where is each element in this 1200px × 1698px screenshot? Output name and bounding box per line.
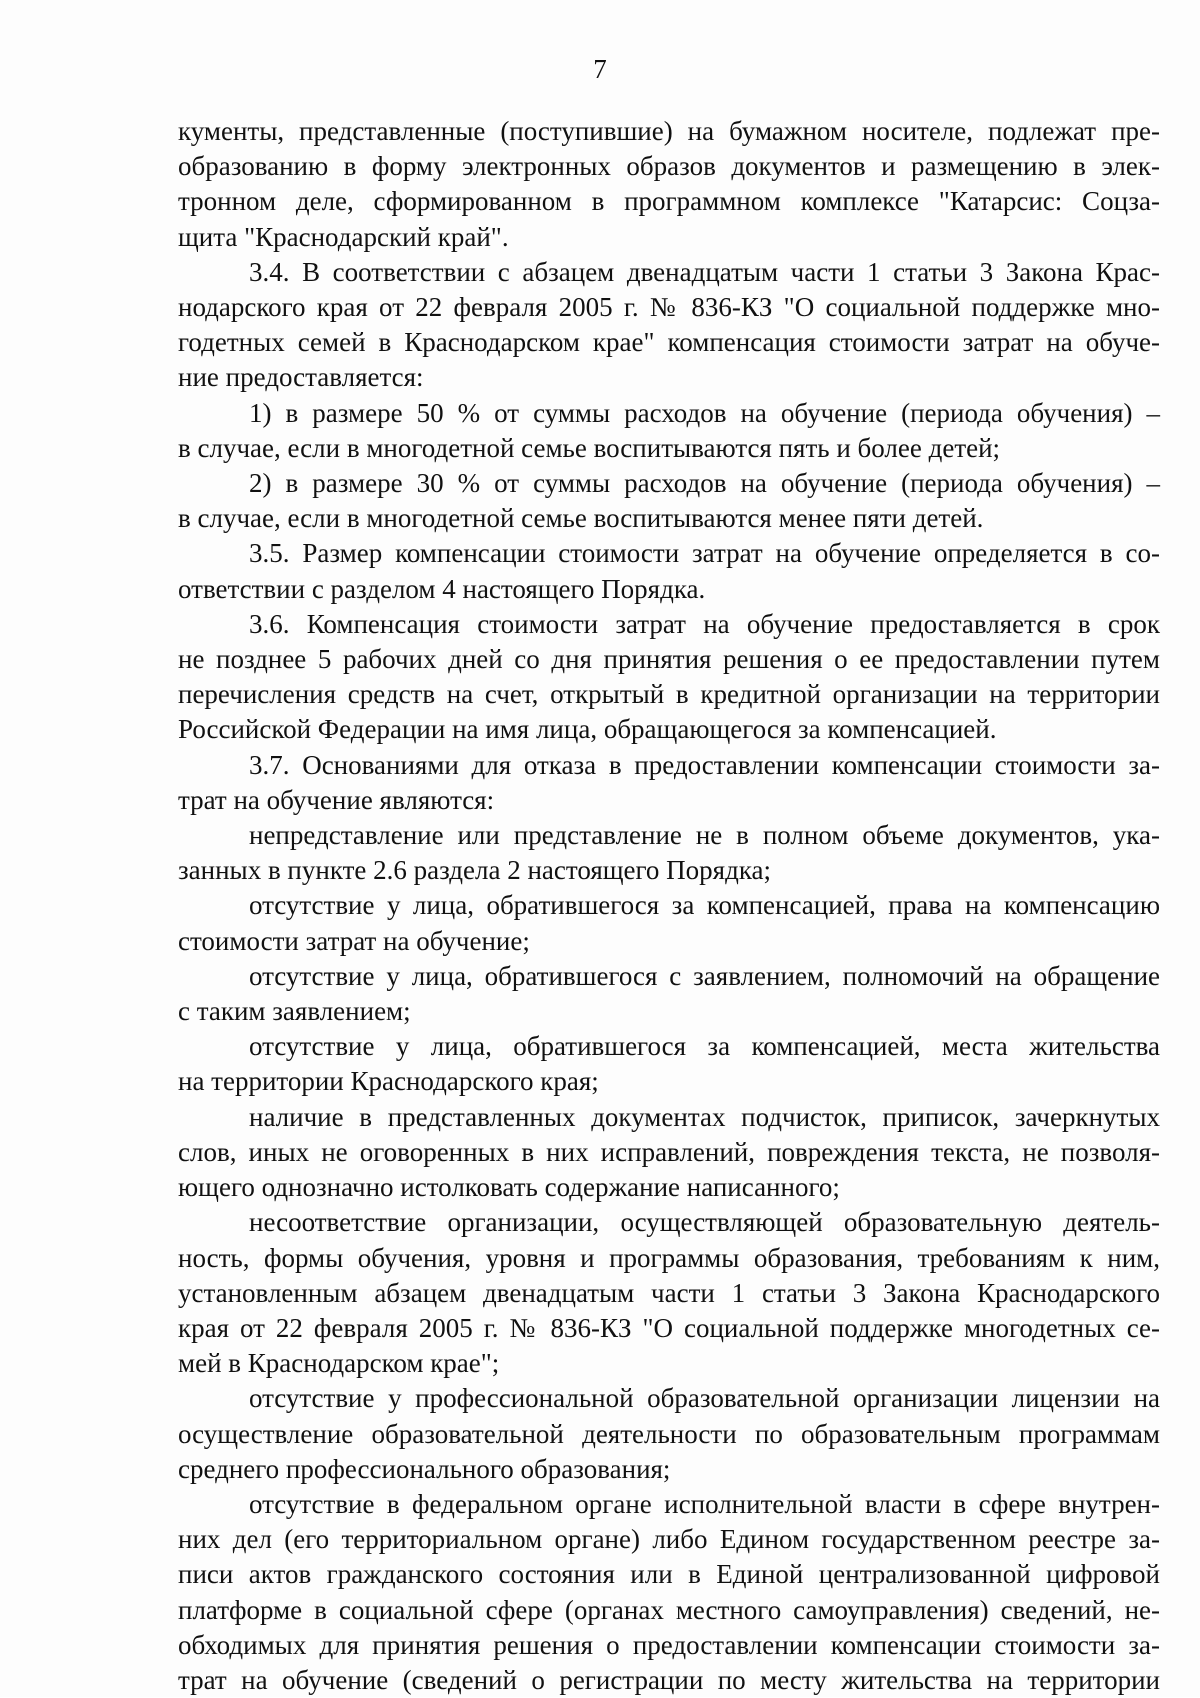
paragraph xyxy=(178,114,1160,255)
paragraph xyxy=(178,396,1160,466)
paragraph xyxy=(178,959,1160,1029)
text-line: среднего профессионального образования; xyxy=(178,1453,671,1484)
text-line: трат на обучение (сведений о регистрации по месту жительства на территории xyxy=(178,1664,1160,1695)
text-line: Российской Федерации на имя лица, обращающегося за компенсацией. xyxy=(178,714,997,745)
text-line: 3.5. Размер компенсации стоимости затрат на обучение определяется в со- xyxy=(249,538,1160,569)
text-line: обходимых для принятия решения о предоставлении компенсации стоимости за- xyxy=(178,1629,1160,1660)
text-line: стоимости затрат на обучение; xyxy=(178,925,530,956)
text-line: отсутствие у лица, обратившегося за компенсацией, места жительства xyxy=(249,1031,1160,1062)
text-line: края от 22 февраля 2005 г. № 836-КЗ "О социальной поддержке многодетных се- xyxy=(178,1312,1160,1343)
document-body xyxy=(178,114,1160,1698)
text-line: 1) в размере 50 % от суммы расходов на обучение (периода обучения) – xyxy=(249,397,1160,428)
text-line: осуществление образовательной деятельности по образовательным программам xyxy=(178,1418,1160,1449)
text-line: отсутствие у лица, обратившегося за компенсацией, права на компенсацию xyxy=(249,890,1160,921)
text-line: 2) в размере 30 % от суммы расходов на обучение (периода обучения) – xyxy=(249,468,1160,499)
paragraph xyxy=(178,1381,1160,1487)
text-line: мей в Краснодарском крае"; xyxy=(178,1348,500,1379)
text-line: платформе в социальной сфере (органах местного самоуправления) сведений, не- xyxy=(178,1594,1160,1625)
text-line: ющего однозначно истолковать содержание написанного; xyxy=(178,1172,840,1203)
paragraph xyxy=(178,536,1160,606)
text-line: нодарского края от 22 февраля 2005 г. № 836-КЗ "О социальной поддержке мно- xyxy=(178,292,1160,323)
text-line: ность, формы обучения, уровня и программы образования, требованиям к ним, xyxy=(178,1242,1160,1273)
paragraph xyxy=(178,1205,1160,1381)
paragraph xyxy=(178,888,1160,958)
text-line: отсутствие в федеральном органе исполнительной власти в сфере внутрен- xyxy=(249,1488,1160,1519)
paragraph xyxy=(178,607,1160,748)
text-line: отсутствие у лица, обратившегося с заявлением, полномочий на обращение xyxy=(249,960,1160,991)
text-line: на территории Краснодарского края; xyxy=(178,1066,599,1097)
text-line: не позднее 5 рабочих дней со дня принятия решения о ее предоставлении путем xyxy=(178,644,1160,675)
paragraph xyxy=(178,1029,1160,1099)
text-line: годетных семей в Краснодарском крае" компенсация стоимости затрат на обуче- xyxy=(178,327,1160,358)
text-line: слов, иных не оговоренных в них исправлений, повреждения текста, не позволя- xyxy=(178,1136,1160,1167)
text-line: непредставление или представление не в полном объеме документов, ука- xyxy=(249,820,1160,851)
text-line: занных в пункте 2.6 раздела 2 настоящего Порядка; xyxy=(178,855,772,886)
text-line: образованию в форму электронных образов документов и размещению в элек- xyxy=(178,151,1160,182)
text-line: отсутствие у профессиональной образовательной организации лицензии на xyxy=(249,1383,1160,1414)
text-line: в случае, если в многодетной семье воспитываются пять и более детей; xyxy=(178,432,1001,463)
text-line: 3.7. Основаниями для отказа в предоставлении компенсации стоимости за- xyxy=(249,749,1160,780)
text-line: писи актов гражданского состояния или в Единой централизованной цифровой xyxy=(178,1559,1160,1590)
text-line: в случае, если в многодетной семье воспитываются менее пяти детей. xyxy=(178,503,984,534)
paragraph xyxy=(178,255,1160,396)
text-line: ответствии с разделом 4 настоящего Порядка. xyxy=(178,573,706,604)
text-line: щита "Краснодарский край". xyxy=(178,221,509,252)
text-line: тронном деле, сформированном в программном комплексе "Катарсис: Соцза- xyxy=(178,186,1160,217)
text-line: ние предоставляется: xyxy=(178,362,424,393)
text-line: установленным абзацем двенадцатым части 1 статьи 3 Закона Краснодарского xyxy=(178,1277,1160,1308)
text-line: перечисления средств на счет, открытый в кредитной организации на территории xyxy=(178,679,1160,710)
text-line: несоответствие организации, осуществляющей образовательную деятель- xyxy=(249,1207,1160,1238)
paragraph xyxy=(178,748,1160,818)
paragraph xyxy=(178,1487,1160,1698)
paragraph xyxy=(178,466,1160,536)
text-line: трат на обучение являются: xyxy=(178,784,495,815)
paragraph xyxy=(178,1100,1160,1206)
paragraph xyxy=(178,818,1160,888)
text-line: 3.6. Компенсация стоимости затрат на обучение предоставляется в срок xyxy=(249,608,1160,639)
text-line: 3.4. В соответствии с абзацем двенадцатым части 1 статьи 3 Закона Крас- xyxy=(249,256,1160,287)
text-line: них дел (его территориальном органе) либо Едином государственном реестре за- xyxy=(178,1524,1160,1555)
page-number: 7 xyxy=(593,54,607,84)
text-line: с таким заявлением; xyxy=(178,996,411,1027)
text-line: наличие в представленных документах подчисток, приписок, зачеркнутых xyxy=(249,1101,1160,1132)
text-line: кументы, представленные (поступившие) на бумажном носителе, подлежат пре- xyxy=(178,116,1160,146)
